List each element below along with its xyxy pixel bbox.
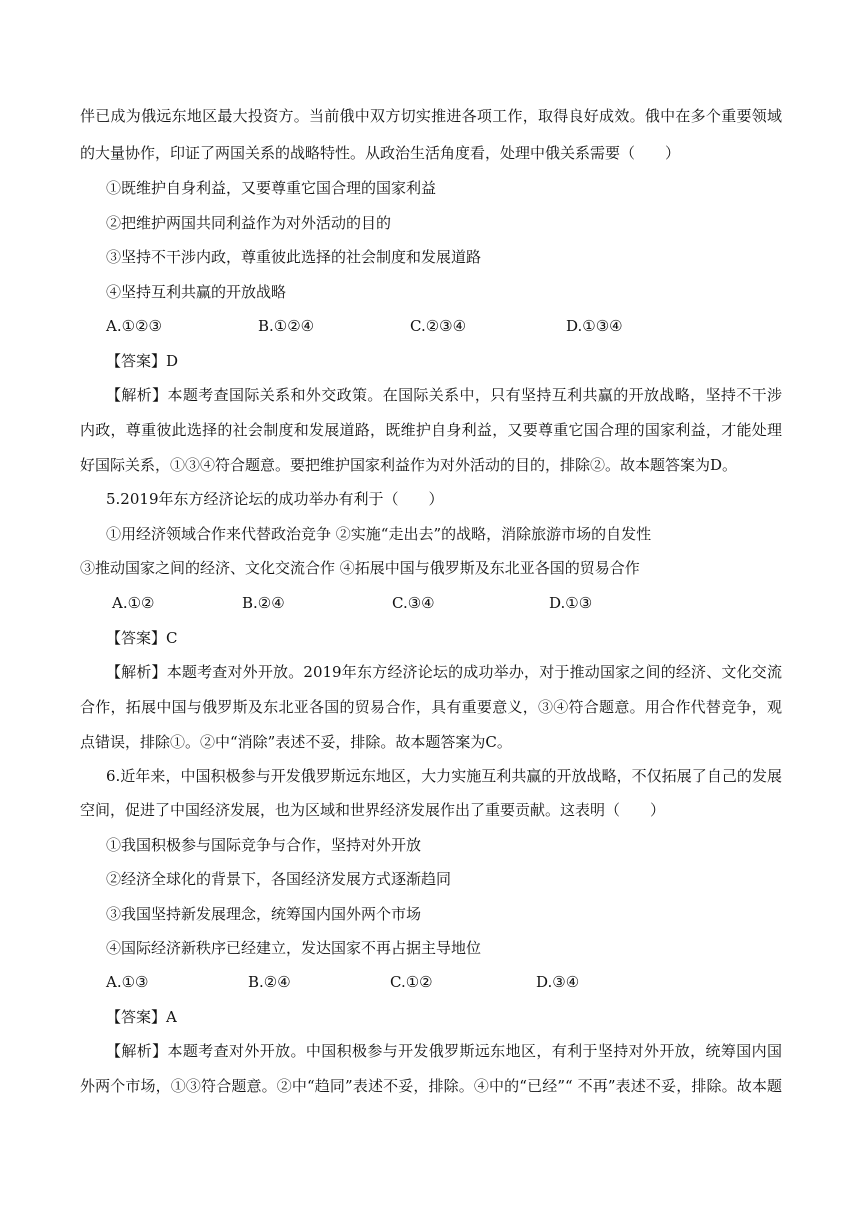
analysis-line: 好国际关系，①③④符合题意。要把维护国家利益作为对外活动的目的，排除②。故本题答案为D。 xyxy=(80,456,738,474)
option-c: C.①② xyxy=(390,973,433,991)
statement-2: ②经济全球化的背景下，各国经济发展方式逐渐趋同 xyxy=(106,870,452,888)
option-d: D.①③ xyxy=(549,594,593,612)
statement-1: ①我国积极参与国际竞争与合作，坚持对外开放 xyxy=(106,836,422,854)
analysis-line: 【解析】本题考查对外开放。中国积极参与开发俄罗斯远东地区，有利于坚持对外开放，统筹国内国 xyxy=(106,1042,782,1060)
question-stem-line: 空间，促进了中国经济发展，也为区域和世界经济发展作出了重要贡献。这表明（ ） xyxy=(80,801,666,819)
option-a: A.①② xyxy=(112,594,155,612)
analysis-line: 合作，拓展中国与俄罗斯及东北亚各国的贸易合作，具有重要意义，③④符合题意。用合作代替竞争，观 xyxy=(80,698,782,716)
option-d: D.①③④ xyxy=(566,317,623,335)
answer-line: 【答案】C xyxy=(106,629,178,647)
option-a: A.①②③ xyxy=(106,317,162,335)
question-stem-line: 5.2019年东方经济论坛的成功举办有利于（ ） xyxy=(106,490,444,508)
option-d: D.③④ xyxy=(536,973,580,991)
analysis-line: 外两个市场，①③符合题意。②中“趋同”表述不妥，排除。④中的“已经”“ 不再”表述不妥，排除。故本题 xyxy=(80,1077,782,1095)
option-a: A.①③ xyxy=(106,973,149,991)
analysis-line: 内政，尊重彼此选择的社会制度和发展道路，既维护自身利益，又要尊重它国合理的国家利益，才能处理 xyxy=(80,421,782,439)
statement-4: ④坚持互利共赢的开放战略 xyxy=(106,283,287,301)
option-b: B.②④ xyxy=(248,973,291,991)
statement-line: ①用经济领域合作来代替政治竞争 ②实施“走出去”的战略，消除旅游市场的自发性 xyxy=(106,525,652,543)
option-c: C.②③④ xyxy=(410,317,467,335)
analysis-line: 【解析】本题考查对外开放。2019年东方经济论坛的成功举办，对于推动国家之间的经济、文化交流 xyxy=(106,663,782,681)
option-b: B.①②④ xyxy=(258,317,315,335)
statement-1: ①既维护自身利益，又要尊重它国合理的国家利益 xyxy=(106,179,437,197)
statement-line: ③推动国家之间的经济、文化交流合作 ④拓展中国与俄罗斯及东北亚各国的贸易合作 xyxy=(80,559,640,577)
paragraph-line: 伴已成为俄远东地区最大投资方。当前俄中双方切实推进各项工作，取得良好成效。俄中在多个重要领域 xyxy=(80,107,782,125)
option-c: C.③④ xyxy=(392,594,435,612)
statement-4: ④国际经济新秩序已经建立，发达国家不再占据主导地位 xyxy=(106,939,482,957)
answer-line: 【答案】A xyxy=(106,1008,177,1026)
analysis-line: 点错误，排除①。②中“消除”表述不妥，排除。故本题答案为C。 xyxy=(80,733,512,751)
statement-3: ③我国坚持新发展理念，统筹国内国外两个市场 xyxy=(106,905,422,923)
analysis-line: 【解析】本题考查国际关系和外交政策。在国际关系中，只有坚持互利共赢的开放战略，坚持不干涉 xyxy=(106,386,782,404)
statement-2: ②把维护两国共同利益作为对外活动的目的 xyxy=(106,214,392,232)
question-stem-line: 6.近年来，中国积极参与开发俄罗斯远东地区，大力实施互利共赢的开放战略，不仅拓展了自己的发展 xyxy=(106,767,782,785)
option-b: B.②④ xyxy=(242,594,285,612)
statement-3: ③坚持不干涉内政，尊重彼此选择的社会制度和发展道路 xyxy=(106,248,482,266)
answer-line: 【答案】D xyxy=(106,352,179,370)
question-stem-line: 的大量协作，印证了两国关系的战略特性。从政治生活角度看，处理中俄关系需要（ ） xyxy=(80,144,681,162)
